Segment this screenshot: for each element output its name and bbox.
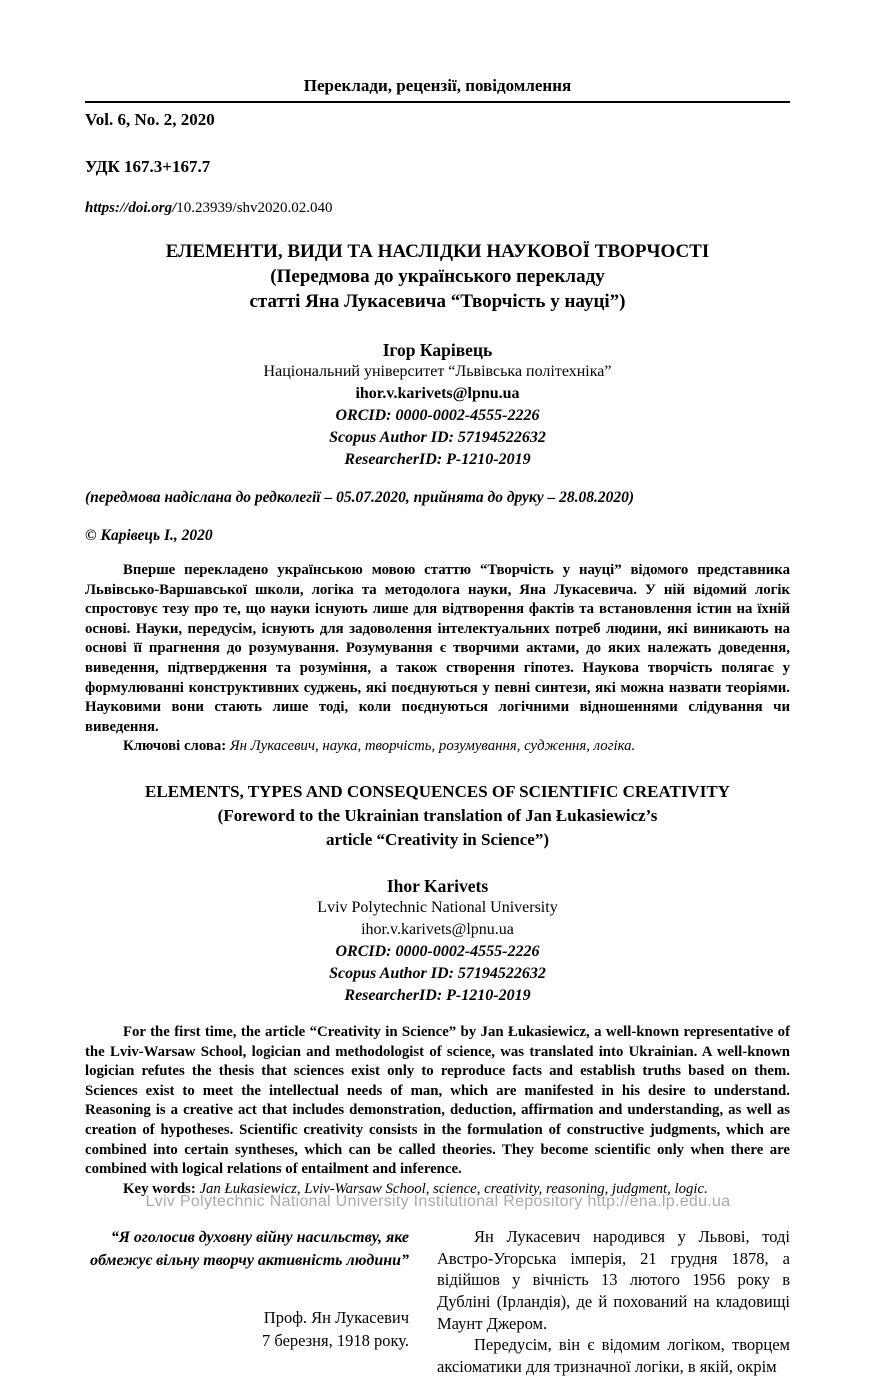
body-paragraph-1: Ян Лукасевич народився у Львові, тоді Австро-Угорська імперія, 21 грудня 1878, а відійшов у вічність 13 лютого 1956 року в Дубліні (Ірландія), де й похований на кладовищі Маунт Джером. xyxy=(437,1227,790,1333)
article-title-ua-line2: (Передмова до українського перекладу xyxy=(270,266,605,287)
epigraph-column xyxy=(85,1226,437,1377)
epigraph-quote-line1: “Я оголосив духовну війну насильству, яке xyxy=(110,1229,409,1247)
keywords-text-ua: Ян Лукасевич, наука, творчість, розумування, судження, логіка. xyxy=(229,738,636,755)
orcid-ua: ORCID: 0000-0002-4555-2226 xyxy=(335,407,540,424)
repository-watermark: Lviv Polytechnic National University Institutional Repository http://ena.lp.edu.ua xyxy=(145,1193,731,1210)
author-block-ua xyxy=(85,339,790,471)
researcher-id-ua: ResearcherID: P-1210-2019 xyxy=(344,451,531,468)
article-title-en-line1: ELEMENTS, TYPES AND CONSEQUENCES OF SCIENTIFIC CREATIVITY xyxy=(145,781,730,801)
body-paragraph-2: Передусім, він є відомим логіком, творцем аксіоматики для тризначної логіки, в якій, окрім xyxy=(437,1335,790,1376)
epigraph-quote xyxy=(85,1226,409,1272)
two-column-body xyxy=(85,1226,790,1377)
affiliation-en: Lviv Polytechnic National University xyxy=(317,898,558,916)
keywords-ua xyxy=(85,737,790,757)
author-block-en xyxy=(85,875,790,1007)
article-title-ua-line3: статті Яна Лукасевича “Творчість у науці”) xyxy=(249,291,626,312)
article-title-en-line3: article “Creativity in Science”) xyxy=(326,829,549,849)
editorial-note: (передмова надіслана до редколегії – 05.07.2020, прийнята до друку – 28.08.2020) xyxy=(85,489,635,506)
section-title: Переклади, рецензії, повідомлення xyxy=(303,76,572,95)
keywords-label-en: Key words: xyxy=(123,1180,196,1197)
udc-line: УДК 167.3+167.7 xyxy=(85,157,211,176)
doi-line[interactable] xyxy=(85,200,790,217)
article-title-ua xyxy=(85,239,790,314)
researcher-id-en: ResearcherID: P-1210-2019 xyxy=(344,986,531,1004)
affiliation-ua: Національний університет “Львівська політехніка” xyxy=(263,363,612,380)
epigraph-date: 7 березня, 1918 року. xyxy=(262,1331,409,1351)
doi-prefix: https://doi.org/ xyxy=(85,200,177,216)
scopus-id-en: Scopus Author ID: 57194522632 xyxy=(329,964,546,982)
epigraph-attribution xyxy=(85,1306,409,1352)
body-text-column xyxy=(437,1226,790,1377)
abstract-en-text: For the first time, the article “Creativity in Science” by Jan Łukasiewicz, a well-known representative of the Lviv-Warsaw School, logician and methodologist of science, was translated into Ukrainian. A well-known logician refutes the thesis that sciences exist only to reproduce facts and establish truths based on them. Sciences exist to meet the intellectual needs of man, which are manifested in his desire to understand. Reasoning is a creative act that includes demonstration, deduction, affirmation and understanding, as well as creation of hypotheses. Scientific creativity consists in the formulation of constructive judgments, which are combined into certain syntheses, which can be called theories. They become scientific only when there are combined with logical relations of entailment and inference. xyxy=(85,1023,790,1178)
author-name-ua: Ігор Карівець xyxy=(382,340,493,360)
volume-line: Vol. 6, No. 2, 2020 xyxy=(85,110,215,129)
doi-suffix: 10.23939/shv2020.02.040 xyxy=(176,200,333,216)
orcid-en: ORCID: 0000-0002-4555-2226 xyxy=(335,942,540,960)
article-title-ua-line1: ЕЛЕМЕНТИ, ВИДИ ТА НАСЛІДКИ НАУКОВОЇ ТВОРЧОСТІ xyxy=(165,241,710,262)
email-ua[interactable]: ihor.v.karivets@lpnu.ua xyxy=(355,385,520,402)
epigraph-author: Проф. Ян Лукасевич xyxy=(263,1308,409,1328)
abstract-ua xyxy=(85,561,790,737)
abstract-ua-text: Вперше перекладено українською мовою статтю “Творчість у науці” відомого представника Львівсько-Варшавської школи, логіка та методолога науки, Яна Лукасевича. У ній відомий логік спростовує тезу про те, що науки існують лише для відтворення фактів та встановлення істин на їхній основі. Науки, передусім, існують для задоволення інтелектуальних потреб людини, які виникають на основі її прагнення до розумування. Розумування є творчими актами, до яких належать доведення, виведення, підтвердження та розуміння, а також створення гіпотез. Наукова творчість полягає у формулюванні конструктивних суджень, які поєднуються у певні синтези, які можна назвати теоріями. Науковими вони стають лише тоді, коли поєднуються логічними відношеннями слідування чи виведення. xyxy=(85,562,790,735)
journal-section-header xyxy=(85,76,790,103)
email-en[interactable]: ihor.v.karivets@lpnu.ua xyxy=(361,920,514,938)
keywords-text-en: Jan Łukasiewicz, Lviv-Warsaw School, science, creativity, reasoning, judgment, logic. xyxy=(199,1180,708,1197)
epigraph-quote-line2: обмежує вільну творчу активність людини” xyxy=(90,1252,409,1270)
copyright-line: © Карівець І., 2020 xyxy=(85,527,213,544)
article-title-en xyxy=(85,780,790,852)
keywords-label-ua: Ключові слова: xyxy=(123,738,227,755)
author-name-en: Ihor Karivets xyxy=(386,875,489,896)
abstract-en xyxy=(85,1023,790,1180)
article-title-en-line2: (Foreword to the Ukrainian translation of Jan Łukasiewicz’s xyxy=(217,805,658,825)
scopus-id-ua: Scopus Author ID: 57194522632 xyxy=(329,429,546,446)
